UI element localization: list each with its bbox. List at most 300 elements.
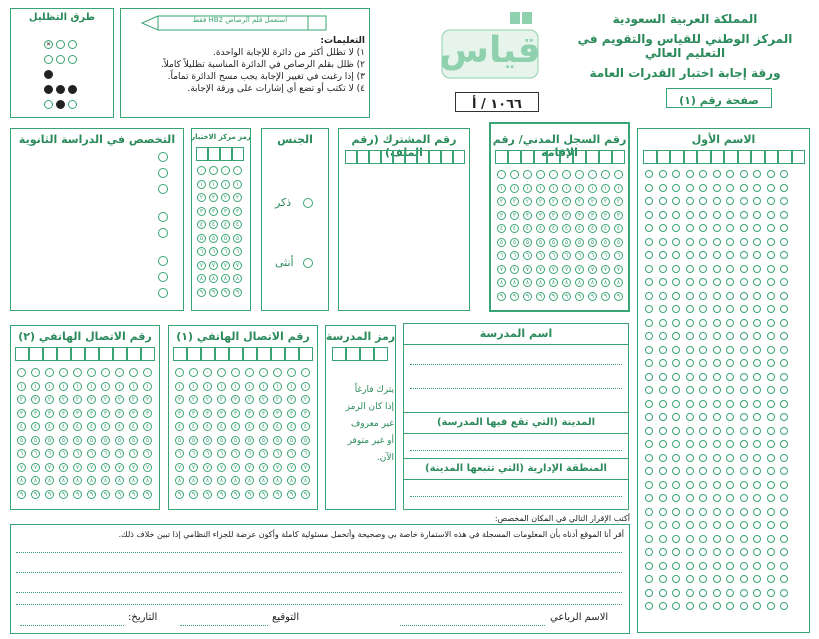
first-name-bubble[interactable] [767, 359, 775, 367]
first-name-bubble[interactable] [780, 278, 788, 286]
first-name-bubble[interactable] [726, 548, 734, 556]
civil-id-bubble[interactable]: ٩ [575, 292, 584, 301]
first-name-bubble[interactable] [672, 521, 680, 529]
phone1-bubble[interactable]: ١ [203, 382, 212, 391]
phone1-bubble[interactable]: ٣ [245, 409, 254, 418]
phone2-bubble[interactable]: ٩ [101, 490, 110, 499]
phone2-bubble[interactable]: ٣ [87, 409, 96, 418]
phone1-bubble[interactable]: ٣ [301, 409, 310, 418]
phone2-bubble[interactable]: ٩ [129, 490, 138, 499]
first-name-bubble[interactable] [672, 562, 680, 570]
first-name-bubble[interactable] [713, 427, 721, 435]
phone1-bubble[interactable]: ٥ [259, 436, 268, 445]
civil-id-bubble[interactable]: ٦ [523, 251, 532, 260]
first-name-bubble[interactable] [686, 427, 694, 435]
first-name-bubble[interactable] [767, 292, 775, 300]
first-name-bubble[interactable] [740, 278, 748, 286]
phone2-bubble[interactable]: ٠ [115, 368, 124, 377]
phone1-square[interactable] [257, 347, 271, 361]
first-name-bubble[interactable] [767, 562, 775, 570]
subscriber-square[interactable] [357, 150, 369, 164]
phone1-bubble[interactable]: ٥ [203, 436, 212, 445]
first-name-bubble[interactable] [686, 521, 694, 529]
civil-id-bubble[interactable]: ٦ [510, 251, 519, 260]
first-name-bubble[interactable] [645, 332, 653, 340]
test-center-bubble[interactable]: ٠ [221, 166, 230, 175]
civil-id-bubble[interactable]: ٧ [497, 265, 506, 274]
phone1-bubble[interactable]: ٧ [273, 463, 282, 472]
full-name-line[interactable] [400, 625, 545, 626]
first-name-bubble[interactable] [780, 521, 788, 529]
civil-id-bubble[interactable]: ٣ [601, 211, 610, 220]
first-name-square[interactable] [670, 150, 684, 164]
first-name-bubble[interactable] [645, 454, 653, 462]
first-name-bubble[interactable] [780, 535, 788, 543]
civil-id-bubble[interactable]: ٦ [562, 251, 571, 260]
first-name-bubble[interactable] [740, 292, 748, 300]
first-name-bubble[interactable] [645, 427, 653, 435]
phone2-bubble[interactable]: ١ [45, 382, 54, 391]
first-name-bubble[interactable] [699, 602, 707, 610]
first-name-bubble[interactable] [713, 454, 721, 462]
first-name-bubble[interactable] [753, 373, 761, 381]
phone2-bubble[interactable]: ٧ [115, 463, 124, 472]
civil-id-bubble[interactable]: ١ [497, 184, 506, 193]
civil-id-bubble[interactable]: ٦ [536, 251, 545, 260]
first-name-bubble[interactable] [672, 535, 680, 543]
first-name-bubble[interactable] [659, 238, 667, 246]
first-name-bubble[interactable] [713, 224, 721, 232]
first-name-bubble[interactable] [740, 440, 748, 448]
phone1-bubble[interactable]: ٧ [301, 463, 310, 472]
first-name-square[interactable] [792, 150, 806, 164]
phone1-bubble[interactable]: ٠ [175, 368, 184, 377]
civil-id-bubble[interactable]: ٣ [575, 211, 584, 220]
civil-id-square[interactable] [573, 150, 586, 164]
first-name-bubble[interactable] [686, 494, 694, 502]
first-name-bubble[interactable] [686, 251, 694, 259]
phone1-bubble[interactable]: ٥ [217, 436, 226, 445]
first-name-bubble[interactable] [699, 521, 707, 529]
civil-id-bubble[interactable]: ١ [614, 184, 623, 193]
civil-id-bubble[interactable]: ٥ [510, 238, 519, 247]
first-name-bubble[interactable] [659, 521, 667, 529]
first-name-bubble[interactable] [659, 454, 667, 462]
first-name-bubble[interactable] [780, 265, 788, 273]
civil-id-bubble[interactable]: ٩ [536, 292, 545, 301]
phone1-bubble[interactable]: ٣ [189, 409, 198, 418]
civil-id-square[interactable] [599, 150, 612, 164]
first-name-bubble[interactable] [699, 535, 707, 543]
first-name-bubble[interactable] [672, 319, 680, 327]
phone2-bubble[interactable]: ٦ [17, 449, 26, 458]
phone2-bubble[interactable]: ٠ [143, 368, 152, 377]
first-name-bubble[interactable] [753, 589, 761, 597]
first-name-bubble[interactable] [645, 238, 653, 246]
first-name-bubble[interactable] [686, 575, 694, 583]
first-name-bubble[interactable] [767, 440, 775, 448]
civil-id-bubble[interactable]: ٧ [575, 265, 584, 274]
first-name-bubble[interactable] [713, 238, 721, 246]
civil-id-bubble[interactable]: ٣ [562, 211, 571, 220]
first-name-bubble[interactable] [753, 481, 761, 489]
phone1-bubble[interactable]: ٦ [245, 449, 254, 458]
phone1-bubble[interactable]: ٦ [189, 449, 198, 458]
specialization-option-bubble[interactable] [158, 228, 168, 238]
phone2-bubble[interactable]: ٩ [31, 490, 40, 499]
test-center-bubble[interactable]: ٧ [233, 261, 242, 270]
phone2-bubble[interactable]: ١ [59, 382, 68, 391]
first-name-bubble[interactable] [699, 292, 707, 300]
civil-id-bubble[interactable]: ١ [575, 184, 584, 193]
civil-id-bubble[interactable]: ٤ [497, 224, 506, 233]
civil-id-bubble[interactable]: ٩ [510, 292, 519, 301]
civil-id-bubble[interactable]: ٣ [523, 211, 532, 220]
first-name-bubble[interactable] [767, 251, 775, 259]
first-name-bubble[interactable] [780, 224, 788, 232]
first-name-bubble[interactable] [686, 224, 694, 232]
first-name-bubble[interactable] [713, 575, 721, 583]
first-name-bubble[interactable] [780, 184, 788, 192]
phone2-bubble[interactable]: ٨ [115, 476, 124, 485]
phone2-square[interactable] [141, 347, 155, 361]
first-name-bubble[interactable] [767, 278, 775, 286]
first-name-bubble[interactable] [780, 508, 788, 516]
first-name-bubble[interactable] [699, 346, 707, 354]
first-name-bubble[interactable] [686, 413, 694, 421]
first-name-bubble[interactable] [726, 413, 734, 421]
first-name-bubble[interactable] [726, 251, 734, 259]
phone2-bubble[interactable]: ٦ [59, 449, 68, 458]
first-name-bubble[interactable] [726, 346, 734, 354]
first-name-bubble[interactable] [767, 535, 775, 543]
first-name-bubble[interactable] [740, 521, 748, 529]
first-name-bubble[interactable] [753, 454, 761, 462]
first-name-bubble[interactable] [659, 292, 667, 300]
first-name-bubble[interactable] [726, 562, 734, 570]
civil-id-bubble[interactable]: ١ [549, 184, 558, 193]
first-name-bubble[interactable] [780, 211, 788, 219]
first-name-square[interactable] [751, 150, 765, 164]
first-name-bubble[interactable] [767, 413, 775, 421]
first-name-bubble[interactable] [726, 224, 734, 232]
first-name-bubble[interactable] [672, 211, 680, 219]
first-name-bubble[interactable] [726, 184, 734, 192]
civil-id-bubble[interactable]: ٦ [575, 251, 584, 260]
civil-id-bubble[interactable]: ٦ [614, 251, 623, 260]
phone1-bubble[interactable]: ٩ [203, 490, 212, 499]
first-name-bubble[interactable] [740, 602, 748, 610]
first-name-bubble[interactable] [740, 359, 748, 367]
first-name-bubble[interactable] [659, 440, 667, 448]
first-name-square[interactable] [657, 150, 671, 164]
phone2-bubble[interactable]: ٦ [129, 449, 138, 458]
test-center-bubble[interactable]: ١ [221, 180, 230, 189]
first-name-bubble[interactable] [699, 508, 707, 516]
civil-id-bubble[interactable]: ٤ [614, 224, 623, 233]
phone2-bubble[interactable]: ٨ [87, 476, 96, 485]
first-name-bubble[interactable] [659, 427, 667, 435]
first-name-bubble[interactable] [767, 589, 775, 597]
first-name-bubble[interactable] [740, 238, 748, 246]
phone1-bubble[interactable]: ٣ [259, 409, 268, 418]
first-name-bubble[interactable] [753, 211, 761, 219]
declaration-line[interactable] [16, 604, 622, 605]
first-name-bubble[interactable] [753, 562, 761, 570]
first-name-square[interactable] [765, 150, 779, 164]
school-name-line[interactable] [410, 388, 622, 389]
first-name-bubble[interactable] [672, 508, 680, 516]
first-name-bubble[interactable] [780, 440, 788, 448]
test-center-bubble[interactable]: ٠ [233, 166, 242, 175]
civil-id-bubble[interactable]: ٥ [588, 238, 597, 247]
first-name-bubble[interactable] [740, 265, 748, 273]
civil-id-bubble[interactable]: ٩ [601, 292, 610, 301]
test-center-bubble[interactable]: ٥ [197, 234, 206, 243]
phone1-bubble[interactable]: ٨ [217, 476, 226, 485]
first-name-bubble[interactable] [753, 508, 761, 516]
civil-id-bubble[interactable]: ٨ [575, 278, 584, 287]
phone1-square[interactable] [299, 347, 313, 361]
phone1-bubble[interactable]: ٦ [231, 449, 240, 458]
first-name-bubble[interactable] [780, 413, 788, 421]
test-center-bubble[interactable]: ١ [209, 180, 218, 189]
phone1-bubble[interactable]: ٦ [259, 449, 268, 458]
specialization-option-bubble[interactable] [158, 272, 168, 282]
phone2-bubble[interactable]: ٠ [73, 368, 82, 377]
phone1-bubble[interactable]: ٧ [231, 463, 240, 472]
first-name-bubble[interactable] [686, 184, 694, 192]
phone2-square[interactable] [71, 347, 85, 361]
phone1-bubble[interactable]: ٣ [203, 409, 212, 418]
civil-id-bubble[interactable]: ٧ [614, 265, 623, 274]
first-name-bubble[interactable] [672, 602, 680, 610]
civil-id-square[interactable] [612, 150, 625, 164]
phone1-bubble[interactable]: ٧ [217, 463, 226, 472]
first-name-bubble[interactable] [686, 373, 694, 381]
first-name-bubble[interactable] [780, 548, 788, 556]
first-name-bubble[interactable] [686, 400, 694, 408]
first-name-bubble[interactable] [740, 467, 748, 475]
first-name-square[interactable] [711, 150, 725, 164]
school-code-square[interactable] [346, 347, 360, 361]
civil-id-bubble[interactable]: ٦ [497, 251, 506, 260]
first-name-bubble[interactable] [672, 265, 680, 273]
first-name-bubble[interactable] [767, 184, 775, 192]
first-name-bubble[interactable] [740, 170, 748, 178]
first-name-bubble[interactable] [672, 359, 680, 367]
school-city-line[interactable] [410, 450, 622, 451]
first-name-bubble[interactable] [659, 562, 667, 570]
phone1-bubble[interactable]: ٠ [287, 368, 296, 377]
phone1-bubble[interactable]: ٣ [175, 409, 184, 418]
first-name-bubble[interactable] [780, 292, 788, 300]
phone2-bubble[interactable]: ٦ [45, 449, 54, 458]
civil-id-bubble[interactable]: ٥ [549, 238, 558, 247]
first-name-bubble[interactable] [726, 508, 734, 516]
test-center-bubble[interactable]: ٢ [233, 193, 242, 202]
phone1-bubble[interactable]: ٦ [217, 449, 226, 458]
phone2-bubble[interactable]: ٣ [101, 409, 110, 418]
first-name-bubble[interactable] [767, 548, 775, 556]
phone2-bubble[interactable]: ٢ [143, 395, 152, 404]
subscriber-square[interactable] [393, 150, 405, 164]
first-name-bubble[interactable] [753, 359, 761, 367]
test-center-bubble[interactable]: ٦ [233, 247, 242, 256]
phone2-bubble[interactable]: ٣ [115, 409, 124, 418]
civil-id-bubble[interactable]: ٧ [601, 265, 610, 274]
civil-id-bubble[interactable]: ٣ [614, 211, 623, 220]
phone1-bubble[interactable]: ١ [231, 382, 240, 391]
first-name-bubble[interactable] [713, 521, 721, 529]
civil-id-bubble[interactable]: ٥ [562, 238, 571, 247]
first-name-bubble[interactable] [699, 494, 707, 502]
phone2-bubble[interactable]: ٣ [129, 409, 138, 418]
civil-id-bubble[interactable]: ١ [510, 184, 519, 193]
civil-id-bubble[interactable]: ٣ [497, 211, 506, 220]
first-name-bubble[interactable] [699, 575, 707, 583]
first-name-bubble[interactable] [740, 535, 748, 543]
first-name-bubble[interactable] [672, 589, 680, 597]
first-name-bubble[interactable] [699, 562, 707, 570]
phone2-bubble[interactable]: ٥ [115, 436, 124, 445]
first-name-bubble[interactable] [713, 292, 721, 300]
first-name-bubble[interactable] [645, 535, 653, 543]
first-name-bubble[interactable] [686, 211, 694, 219]
first-name-bubble[interactable] [740, 427, 748, 435]
test-center-bubble[interactable]: ٣ [221, 207, 230, 216]
subscriber-square[interactable] [417, 150, 429, 164]
phone2-bubble[interactable]: ٣ [17, 409, 26, 418]
civil-id-square[interactable] [534, 150, 547, 164]
first-name-bubble[interactable] [726, 265, 734, 273]
first-name-bubble[interactable] [713, 184, 721, 192]
first-name-bubble[interactable] [672, 332, 680, 340]
civil-id-bubble[interactable]: ٠ [614, 170, 623, 179]
first-name-bubble[interactable] [726, 602, 734, 610]
phone2-bubble[interactable]: ٨ [73, 476, 82, 485]
first-name-bubble[interactable] [699, 170, 707, 178]
civil-id-bubble[interactable]: ٩ [614, 292, 623, 301]
phone2-bubble[interactable]: ٢ [73, 395, 82, 404]
phone2-bubble[interactable]: ٨ [31, 476, 40, 485]
first-name-bubble[interactable] [740, 251, 748, 259]
first-name-bubble[interactable] [686, 238, 694, 246]
first-name-bubble[interactable] [699, 548, 707, 556]
civil-id-bubble[interactable]: ٤ [588, 224, 597, 233]
phone2-bubble[interactable]: ٢ [59, 395, 68, 404]
first-name-bubble[interactable] [659, 602, 667, 610]
phone1-bubble[interactable]: ١ [189, 382, 198, 391]
first-name-square[interactable] [738, 150, 752, 164]
first-name-bubble[interactable] [659, 211, 667, 219]
phone1-bubble[interactable]: ٧ [245, 463, 254, 472]
first-name-bubble[interactable] [740, 373, 748, 381]
first-name-bubble[interactable] [659, 319, 667, 327]
phone2-square[interactable] [57, 347, 71, 361]
first-name-bubble[interactable] [686, 589, 694, 597]
first-name-bubble[interactable] [645, 440, 653, 448]
test-center-bubble[interactable]: ٩ [221, 288, 230, 297]
first-name-bubble[interactable] [713, 535, 721, 543]
phone1-bubble[interactable]: ٠ [301, 368, 310, 377]
first-name-bubble[interactable] [645, 251, 653, 259]
phone2-bubble[interactable]: ٨ [129, 476, 138, 485]
phone2-bubble[interactable]: ١ [87, 382, 96, 391]
phone1-square[interactable] [229, 347, 243, 361]
phone2-square[interactable] [43, 347, 57, 361]
phone1-bubble[interactable]: ٦ [203, 449, 212, 458]
first-name-bubble[interactable] [713, 319, 721, 327]
test-center-bubble[interactable]: ٦ [197, 247, 206, 256]
phone1-bubble[interactable]: ٩ [273, 490, 282, 499]
first-name-bubble[interactable] [672, 548, 680, 556]
first-name-bubble[interactable] [686, 346, 694, 354]
phone2-square[interactable] [85, 347, 99, 361]
phone1-bubble[interactable]: ٩ [175, 490, 184, 499]
phone1-bubble[interactable]: ٠ [217, 368, 226, 377]
civil-id-bubble[interactable]: ٢ [614, 197, 623, 206]
phone2-bubble[interactable]: ٠ [87, 368, 96, 377]
test-center-bubble[interactable]: ٩ [233, 288, 242, 297]
first-name-bubble[interactable] [686, 508, 694, 516]
first-name-bubble[interactable] [645, 494, 653, 502]
phone2-bubble[interactable]: ٢ [17, 395, 26, 404]
first-name-bubble[interactable] [699, 440, 707, 448]
first-name-bubble[interactable] [645, 575, 653, 583]
phone1-bubble[interactable]: ٥ [273, 436, 282, 445]
first-name-bubble[interactable] [672, 373, 680, 381]
phone2-bubble[interactable]: ٢ [115, 395, 124, 404]
first-name-square[interactable] [697, 150, 711, 164]
first-name-square[interactable] [778, 150, 792, 164]
phone1-bubble[interactable]: ٤ [273, 422, 282, 431]
test-center-bubble[interactable]: ٠ [209, 166, 218, 175]
phone1-bubble[interactable]: ٤ [301, 422, 310, 431]
first-name-bubble[interactable] [726, 427, 734, 435]
first-name-bubble[interactable] [699, 184, 707, 192]
first-name-bubble[interactable] [780, 481, 788, 489]
phone2-bubble[interactable]: ٠ [17, 368, 26, 377]
first-name-bubble[interactable] [726, 589, 734, 597]
phone1-bubble[interactable]: ٨ [287, 476, 296, 485]
first-name-bubble[interactable] [699, 386, 707, 394]
phone2-bubble[interactable]: ٩ [87, 490, 96, 499]
phone2-bubble[interactable]: ١ [101, 382, 110, 391]
first-name-bubble[interactable] [645, 346, 653, 354]
test-center-bubble[interactable]: ٨ [221, 274, 230, 283]
civil-id-bubble[interactable]: ٠ [562, 170, 571, 179]
first-name-bubble[interactable] [672, 224, 680, 232]
first-name-bubble[interactable] [753, 386, 761, 394]
phone2-bubble[interactable]: ٣ [143, 409, 152, 418]
test-center-bubble[interactable]: ٩ [197, 288, 206, 297]
civil-id-bubble[interactable]: ٢ [497, 197, 506, 206]
specialization-option-bubble[interactable] [158, 168, 168, 178]
first-name-bubble[interactable] [753, 238, 761, 246]
first-name-bubble[interactable] [686, 602, 694, 610]
first-name-bubble[interactable] [726, 481, 734, 489]
first-name-bubble[interactable] [686, 467, 694, 475]
first-name-bubble[interactable] [780, 359, 788, 367]
phone1-bubble[interactable]: ٠ [245, 368, 254, 377]
first-name-bubble[interactable] [767, 400, 775, 408]
first-name-bubble[interactable] [686, 332, 694, 340]
phone1-bubble[interactable]: ٨ [301, 476, 310, 485]
first-name-bubble[interactable] [645, 224, 653, 232]
test-center-square[interactable] [220, 147, 232, 161]
first-name-bubble[interactable] [672, 386, 680, 394]
